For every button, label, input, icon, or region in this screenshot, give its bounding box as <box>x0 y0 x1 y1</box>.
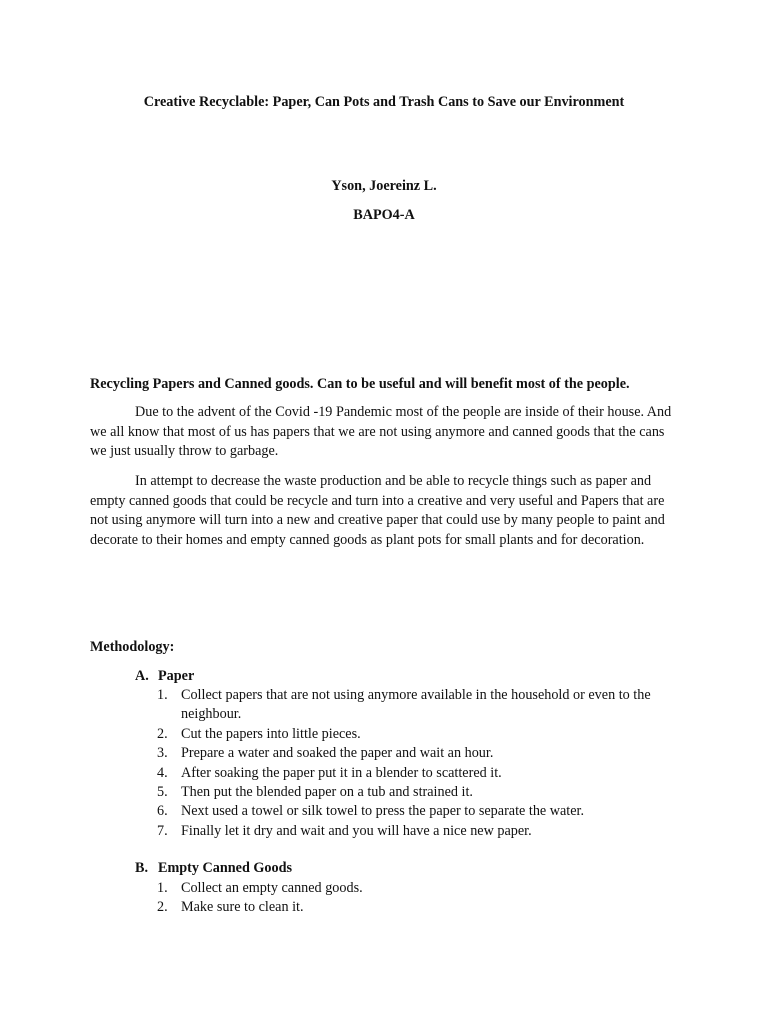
paragraph-2: In attempt to decrease the waste production and be able to recycle things such as paper and empty canned goods that could be recycle and turn into a creative and very useful and Papers that are not using anymore will turn into a new and creative paper that could use by many people to paint and decorate to their homes and empty canned goods as plant pots for small plants and for decoration. <box>90 473 665 548</box>
section-b-label: B. <box>135 860 149 876</box>
step-text: Prepare a water and soaked the paper and wait an hour. <box>181 745 494 762</box>
step-text: Cut the papers into little pieces. <box>181 725 361 742</box>
step-text: After soaking the paper put it in a blender to scattered it. <box>181 764 502 781</box>
list-item <box>157 879 677 898</box>
section-a-label: A. <box>135 668 149 684</box>
document-title: Creative Recyclable: Paper, Can Pots and Trash Cans to Save our Environment <box>143 94 625 110</box>
step-text: Next used a towel or silk towel to press the paper to separate the water. <box>181 803 585 820</box>
section-a-name: Paper <box>158 668 195 684</box>
list-item <box>157 764 677 783</box>
step-text: Make sure to clean it. <box>181 899 304 916</box>
methodology-heading: Methodology: <box>90 639 175 655</box>
step-number: 3. <box>157 745 168 762</box>
list-item <box>157 802 677 821</box>
author-name: Yson, Joereinz L. <box>331 178 437 194</box>
list-item <box>157 725 677 744</box>
section-a-heading <box>135 668 194 685</box>
step-number: 1. <box>157 687 168 703</box>
class-section: BAPO4-A <box>353 207 415 223</box>
canned-goods-steps-list <box>157 879 677 918</box>
paragraph-1: Due to the advent of the Covid -19 Pandemic most of the people are inside of their house. And we all know that most of us has papers that we are not using anymore and canned goods that the cans we just usually throw to garbage. <box>90 404 672 460</box>
intro-heading: Recycling Papers and Canned goods. Can to be useful and will benefit most of the people. <box>90 376 630 392</box>
step-number: 5. <box>157 784 168 801</box>
step-number: 1. <box>157 880 168 896</box>
step-text: Finally let it dry and wait and you will have a nice new paper. <box>181 822 532 839</box>
list-item <box>157 822 677 841</box>
step-text: Collect an empty canned goods. <box>181 880 363 896</box>
list-item <box>157 686 677 725</box>
step-text: Then put the blended paper on a tub and strained it. <box>181 784 473 801</box>
step-number: 2. <box>157 899 168 916</box>
list-item <box>157 783 677 802</box>
section-b-name: Empty Canned Goods <box>158 860 293 876</box>
step-number: 2. <box>157 725 168 742</box>
step-number: 7. <box>157 822 168 839</box>
paper-steps-list <box>157 686 677 841</box>
list-item <box>157 898 677 917</box>
step-number: 4. <box>157 764 168 781</box>
step-text: Collect papers that are not using anymore available in the household or even to the neighbour. <box>181 687 651 723</box>
section-b-heading <box>135 860 292 877</box>
step-number: 6. <box>157 803 168 820</box>
list-item <box>157 744 677 763</box>
